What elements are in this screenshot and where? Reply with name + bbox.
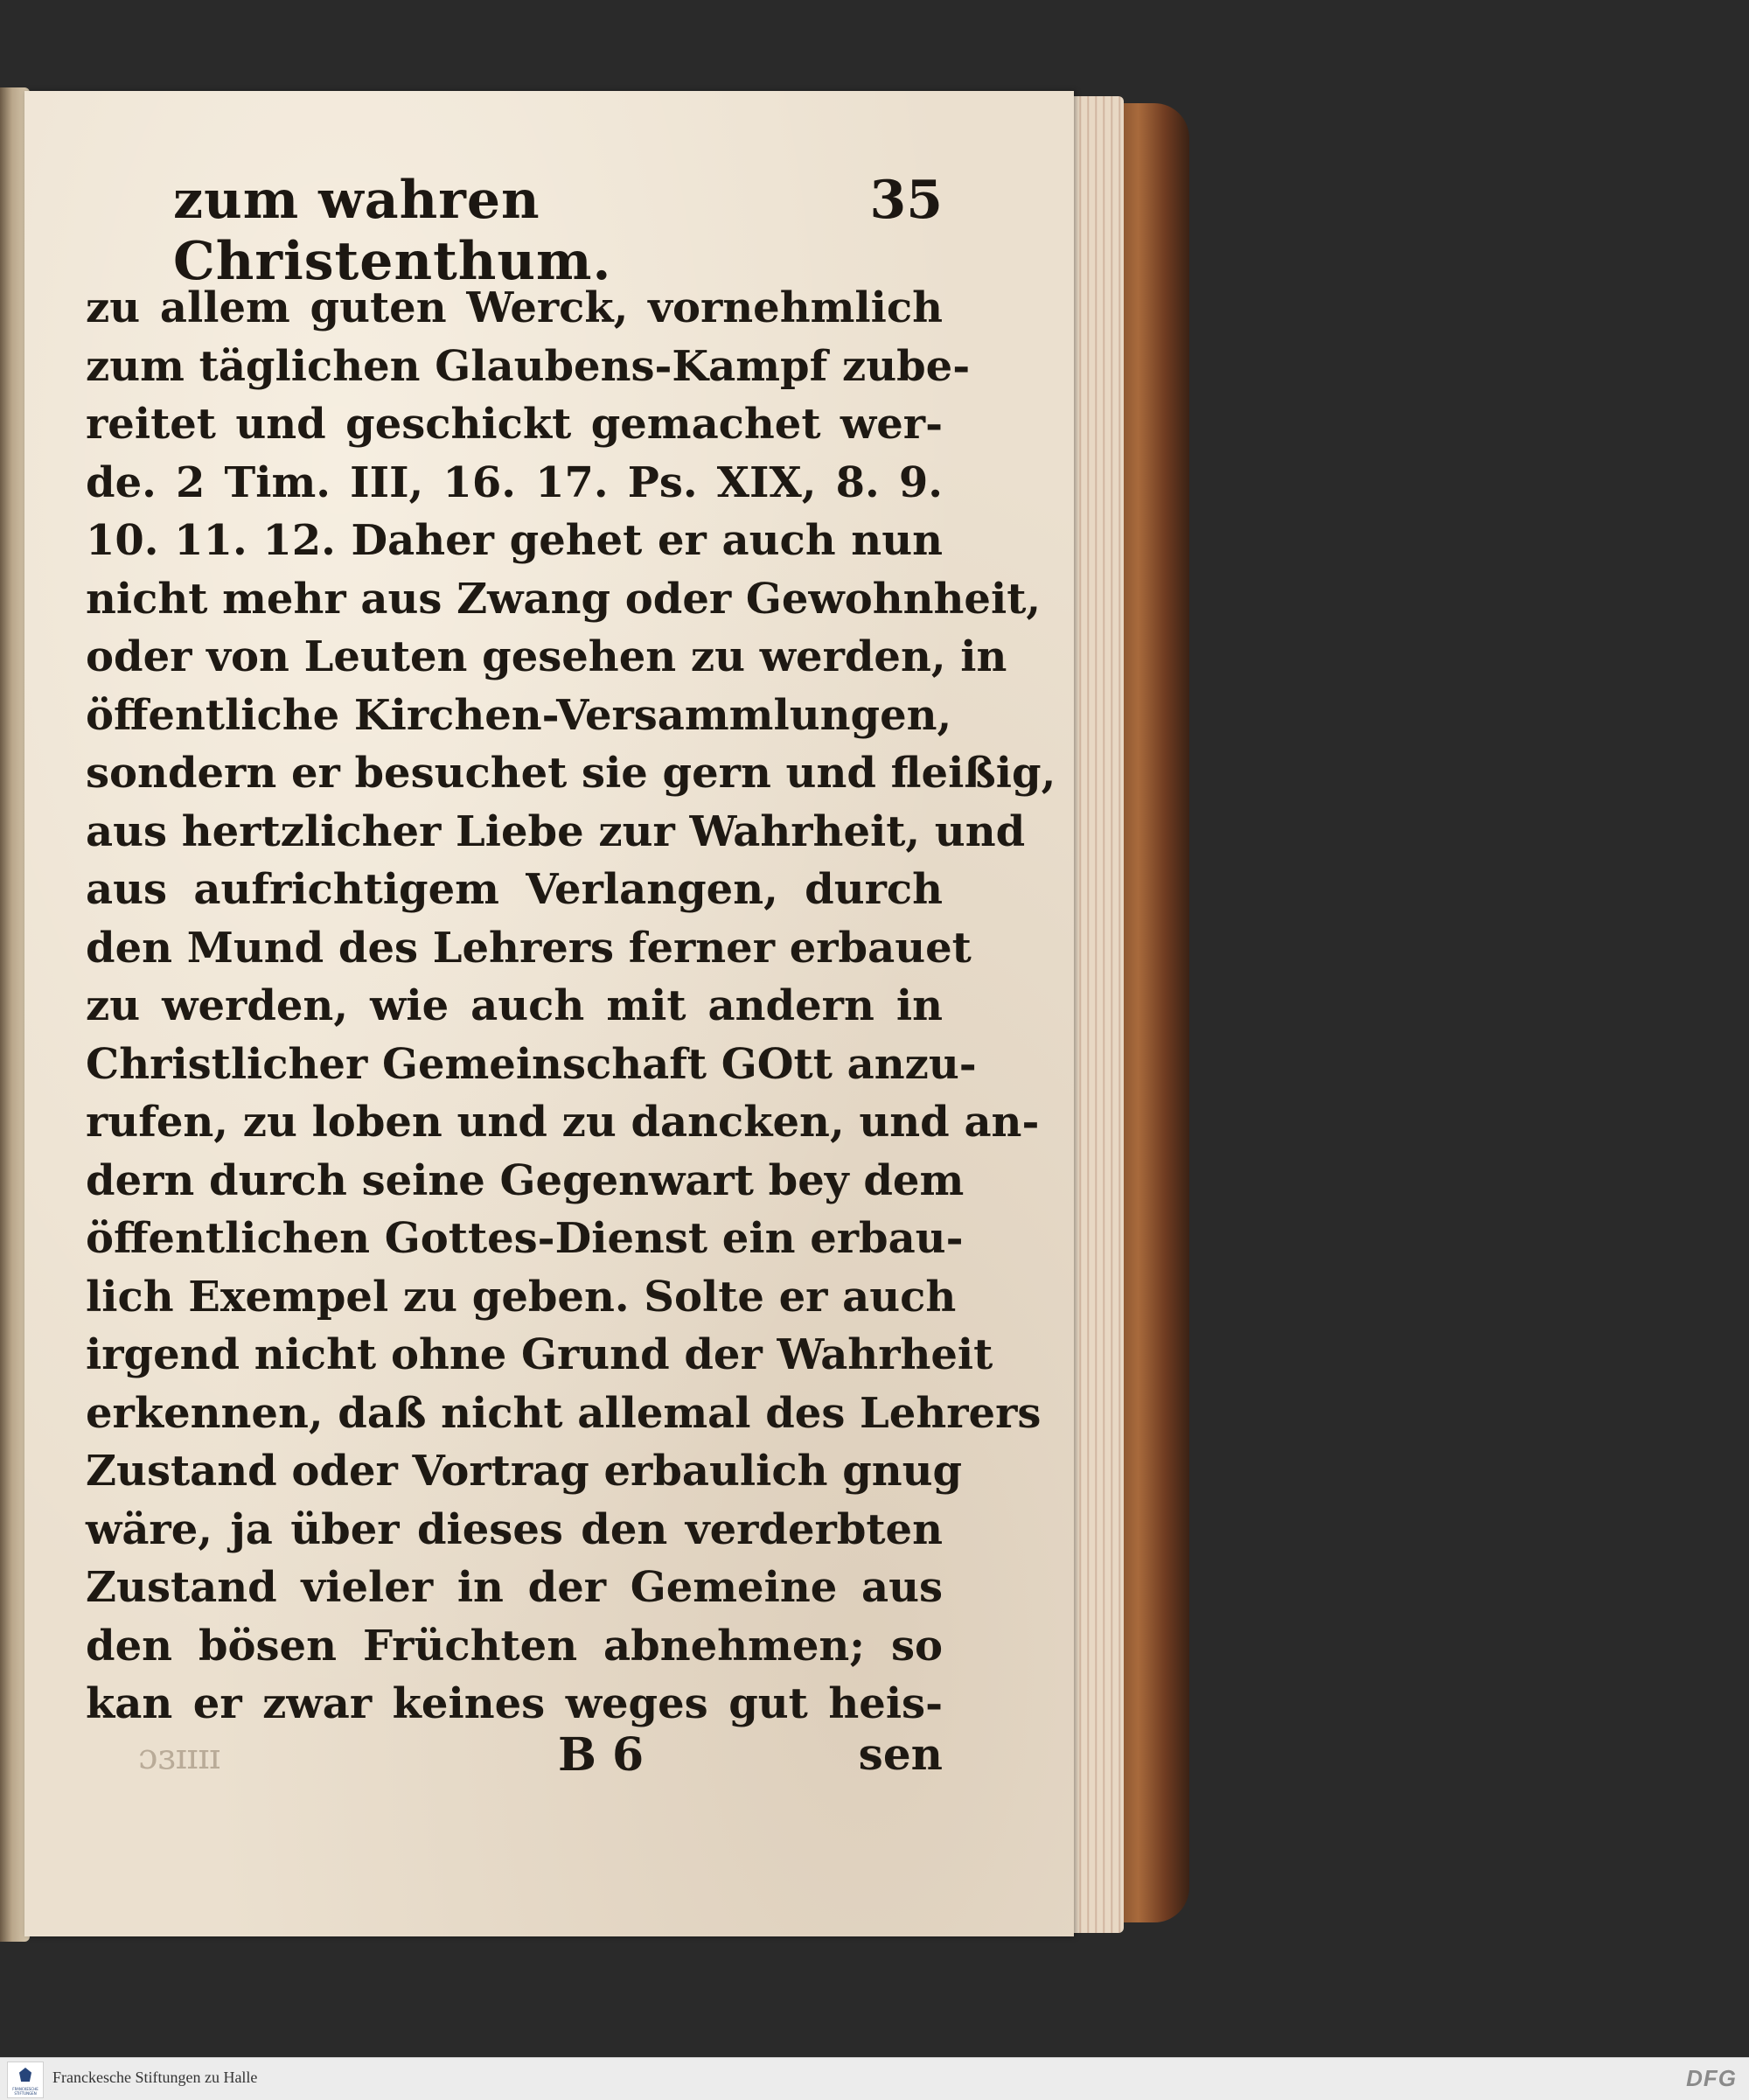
running-head: zum wahren Christenthum. — [173, 170, 612, 292]
signature-mark: B 6 — [558, 1728, 645, 1782]
text-line: reitet und geschickt gemachet wer- — [86, 400, 943, 449]
institution-name[interactable]: Franckesche Stiftungen zu Halle — [52, 2069, 258, 2086]
text-line: Christlicher Gemeinschaft GOtt anzu- — [86, 1039, 977, 1089]
text-line: erkennen, daß nicht allemal des Lehrers — [86, 1388, 1042, 1438]
status-bar — [0, 2057, 1749, 2100]
text-line: Zustand oder Vortrag erbaulich gnug — [86, 1447, 963, 1496]
text-block — [86, 279, 1056, 1734]
text-line: nicht mehr aus Zwang oder Gewohnheit, — [86, 574, 1042, 624]
page-number: 35 — [869, 170, 943, 231]
page-footer — [86, 1728, 943, 1798]
text-line: Zustand vieler in der Gemeine aus — [86, 1563, 943, 1612]
text-line: den bösen Früchten abnehmen; so — [86, 1621, 943, 1671]
dfg-logo[interactable]: DFG — [1686, 2065, 1737, 2091]
text-line: öffentlichen Gottes-Dienst ein erbau- — [86, 1214, 964, 1263]
text-line: lich Exempel zu geben. Solte er auch — [86, 1272, 957, 1322]
text-line: wäre, ja über dieses den verderbten — [86, 1504, 943, 1554]
text-line: kan er zwar keines weges gut heis- — [86, 1679, 943, 1728]
text-line: dern durch seine Gegenwart bey dem — [86, 1155, 965, 1205]
text-line: de. 2 Tim. III, 16. 17. Ps. XIX, 8. 9. — [86, 457, 943, 507]
text-line: aus hertzlicher Liebe zur Wahrheit, und — [86, 806, 1026, 856]
text-line: irgend nicht ohne Grund der Wahrheit — [86, 1330, 993, 1379]
text-line: den Mund des Lehrers ferner erbauet — [86, 923, 972, 973]
text-line: oder von Leuten gesehen zu werden, in — [86, 632, 1007, 681]
text-line: 10. 11. 12. Daher gehet er auch nun — [86, 516, 943, 565]
text-line: aus aufrichtigem Verlangen, durch — [86, 865, 943, 914]
building-icon — [19, 2068, 31, 2082]
bleed-through-text: ɔɜɪɪɪɪ — [138, 1737, 220, 1777]
catchword: sen — [858, 1728, 943, 1780]
institution-logo[interactable] — [7, 2062, 44, 2098]
logo-caption: FRANCKESCHE STIFTUNGEN — [12, 2087, 38, 2096]
text-line: zum täglichen Glaubens-Kampf zube- — [86, 341, 971, 391]
text-line: öffentliche Kirchen-Versammlungen, — [86, 690, 952, 740]
page-header — [173, 170, 943, 292]
text-line: rufen, zu loben und zu dancken, und an- — [86, 1098, 1040, 1147]
text-line: zu werden, wie auch mit andern in — [86, 981, 943, 1030]
text-line: zu allem guten Werck, vornehmlich — [86, 283, 943, 332]
text-line: sondern er besuchet sie gern und fleißig, — [86, 749, 1056, 798]
book-page — [24, 91, 1074, 1936]
